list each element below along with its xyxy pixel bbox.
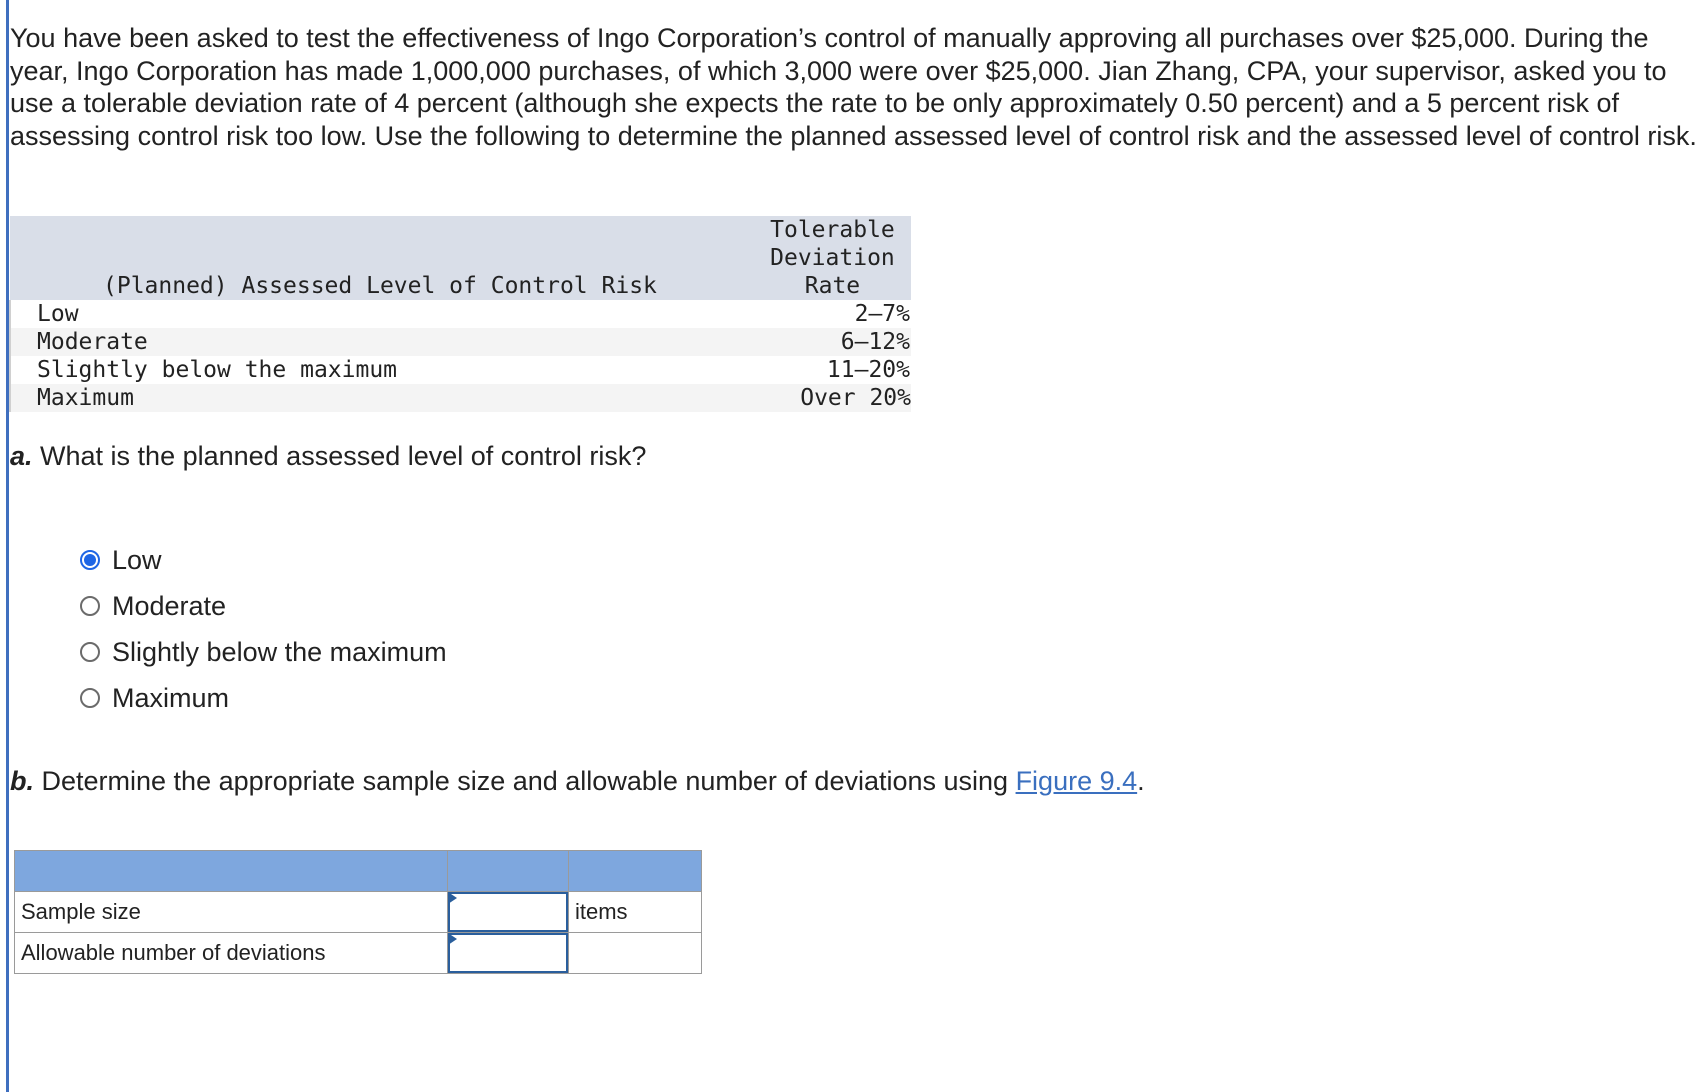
allowable-deviations-label: Allowable number of deviations <box>15 933 448 974</box>
question-b-text: Determine the appropriate sample size and allowable number of deviations using <box>34 766 1016 796</box>
question-a-text: What is the planned assessed level of control risk? <box>32 441 647 471</box>
allowable-deviations-cell <box>448 933 569 974</box>
header-rate-line-2: Deviation <box>770 245 895 271</box>
question-b-letter: b. <box>10 766 34 796</box>
table-row <box>10 328 911 356</box>
allowable-deviations-input[interactable] <box>448 933 568 973</box>
row-rate: 6–12% <box>755 328 911 356</box>
radio-button[interactable] <box>80 688 100 708</box>
row-level: Low <box>10 300 755 328</box>
header-rate-line-1: Tolerable <box>770 217 895 243</box>
row-level: Slightly below the maximum <box>10 356 755 384</box>
table-row <box>10 384 911 412</box>
row-rate: 2–7% <box>854 301 910 327</box>
input-flag-icon <box>448 933 457 945</box>
answer-header-cell <box>569 851 702 892</box>
input-flag-icon <box>448 892 457 904</box>
radio-option-label: Moderate <box>112 590 227 621</box>
radio-option-label: Maximum <box>112 682 230 713</box>
left-accent-rule <box>6 0 9 1092</box>
radio-button[interactable] <box>80 596 100 616</box>
radio-button-selected[interactable] <box>80 550 100 570</box>
table-row <box>10 356 911 384</box>
table-row <box>10 300 911 328</box>
row-rate: 11–20% <box>826 357 910 383</box>
sample-size-input[interactable] <box>448 892 568 932</box>
row-level: Moderate <box>10 328 755 356</box>
table-row <box>15 933 702 974</box>
radio-option-label: Slightly below the maximum <box>112 636 447 667</box>
radio-option-low[interactable] <box>80 537 447 583</box>
row-level: Maximum <box>10 384 755 412</box>
row-rate: Over 20% <box>755 384 911 412</box>
control-risk-reference-table <box>9 216 912 412</box>
question-a <box>10 441 646 472</box>
header-rate-line-3: Rate <box>804 273 861 299</box>
sample-size-unit: items <box>569 892 702 933</box>
question-b <box>10 766 1145 797</box>
table-row <box>15 892 702 933</box>
radio-option-maximum[interactable] <box>80 675 447 721</box>
answer-header-cell <box>15 851 448 892</box>
allowable-deviations-unit <box>569 933 702 974</box>
answer-table <box>14 850 702 974</box>
radio-button[interactable] <box>80 642 100 662</box>
radio-option-moderate[interactable] <box>80 583 447 629</box>
header-tolerable-deviation-rate <box>755 216 911 300</box>
question-a-letter: a. <box>10 441 33 471</box>
sample-size-cell <box>448 892 569 933</box>
header-assessed-level: (Planned) Assessed Level of Control Risk <box>10 216 755 300</box>
radio-option-slightly-below-maximum[interactable] <box>80 629 447 675</box>
problem-statement: You have been asked to test the effectiveness of Ingo Corporation’s control of manually approving all purchases over $25,000. During the year, Ingo Corporation has made 1,000,000 purchases, of which 3,000 were over $25,000. Jian Zhang, CPA, your supervisor, asked you to use a tolerable deviation rate of 4 percent (although she expects the rate to be only approximately 0.50 percent) and a 5 percent risk of assessing control risk too low. Use the following to determine the planned assessed level of control risk and the assessed level of control risk. <box>10 23 1697 151</box>
sample-size-label: Sample size <box>15 892 448 933</box>
question-b-period: . <box>1137 766 1145 796</box>
radio-option-label: Low <box>112 544 162 575</box>
answer-header-cell <box>448 851 569 892</box>
figure-9-4-link[interactable]: Figure 9.4 <box>1015 766 1138 796</box>
control-risk-radio-group <box>80 537 447 721</box>
